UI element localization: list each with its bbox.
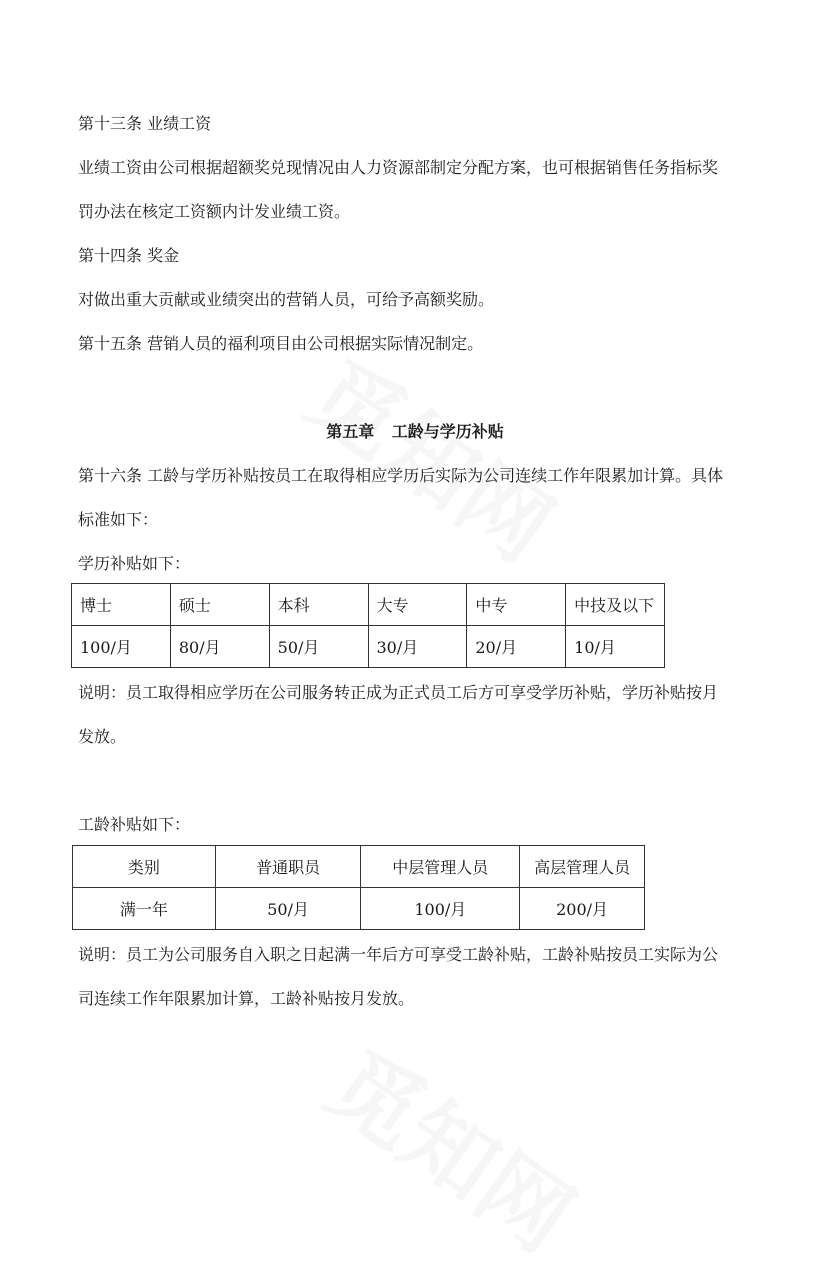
table-header-cell: 中技及以下 bbox=[566, 584, 665, 626]
education-allowance-table bbox=[71, 583, 665, 668]
table-header-cell: 高层管理人员 bbox=[520, 846, 645, 888]
table-cell: 100/月 bbox=[361, 888, 520, 930]
table-header-cell: 类别 bbox=[73, 846, 216, 888]
table-header-cell: 普通职员 bbox=[215, 846, 361, 888]
table-header-cell: 中层管理人员 bbox=[361, 846, 520, 888]
table-cell: 100/月 bbox=[72, 626, 171, 668]
seniority-allowance-caption: 工龄补贴如下： bbox=[78, 815, 191, 834]
article-15-text: 第十五条 营销人员的福利项目由公司根据实际情况制定。 bbox=[78, 334, 484, 353]
education-allowance-caption: 学历补贴如下： bbox=[78, 554, 191, 573]
table-cell: 20/月 bbox=[467, 626, 566, 668]
chapter-name: 工龄与学历补贴 bbox=[391, 422, 504, 441]
table-cell: 200/月 bbox=[520, 888, 645, 930]
article-13-body-line-1: 业绩工资由公司根据超额奖兑现情况由人力资源部制定分配方案，也可根据销售任务指标奖 bbox=[78, 158, 719, 177]
table-header-cell: 大专 bbox=[368, 584, 467, 626]
article-13-heading: 第十三条 业绩工资 bbox=[78, 114, 212, 133]
table-cell: 50/月 bbox=[215, 888, 361, 930]
chapter-title bbox=[0, 421, 830, 443]
article-14-heading: 第十四条 奖金 bbox=[78, 246, 180, 265]
seniority-allowance-note-line-2: 司连续工作年限累加计算，工龄补贴按月发放。 bbox=[78, 989, 415, 1008]
table-cell: 80/月 bbox=[170, 626, 269, 668]
watermark bbox=[307, 1014, 603, 1275]
chapter-number: 第五章 bbox=[326, 422, 375, 441]
table-header-row bbox=[72, 584, 665, 626]
table-header-cell: 硕士 bbox=[170, 584, 269, 626]
article-16-line-1: 第十六条 工龄与学历补贴按员工在取得相应学历后实际为公司连续工作年限累加计算。具体 bbox=[78, 466, 724, 485]
watermark bbox=[287, 324, 583, 585]
table-cell: 满一年 bbox=[73, 888, 216, 930]
table-row bbox=[73, 888, 645, 930]
article-16-line-2: 标准如下： bbox=[78, 510, 159, 529]
education-allowance-note-line-2: 发放。 bbox=[78, 727, 127, 746]
seniority-allowance-note-line-1: 说明：员工为公司服务自入职之日起满一年后方可享受工龄补贴，工龄补贴按员工实际为公 bbox=[78, 945, 719, 964]
table-header-cell: 本科 bbox=[269, 584, 368, 626]
article-14-body: 对做出重大贡献或业绩突出的营销人员，可给予高额奖励。 bbox=[78, 290, 495, 309]
table-cell: 10/月 bbox=[566, 626, 665, 668]
article-13-body-line-2: 罚办法在核定工资额内计发业绩工资。 bbox=[78, 202, 351, 221]
table-header-cell: 中专 bbox=[467, 584, 566, 626]
table-header-cell: 博士 bbox=[72, 584, 171, 626]
education-allowance-note-line-1: 说明：员工取得相应学历在公司服务转正成为正式员工后方可享受学历补贴，学历补贴按月 bbox=[78, 683, 719, 702]
table-header-row bbox=[73, 846, 645, 888]
table-row bbox=[72, 626, 665, 668]
seniority-allowance-table bbox=[72, 845, 645, 930]
table-cell: 50/月 bbox=[269, 626, 368, 668]
table-cell: 30/月 bbox=[368, 626, 467, 668]
